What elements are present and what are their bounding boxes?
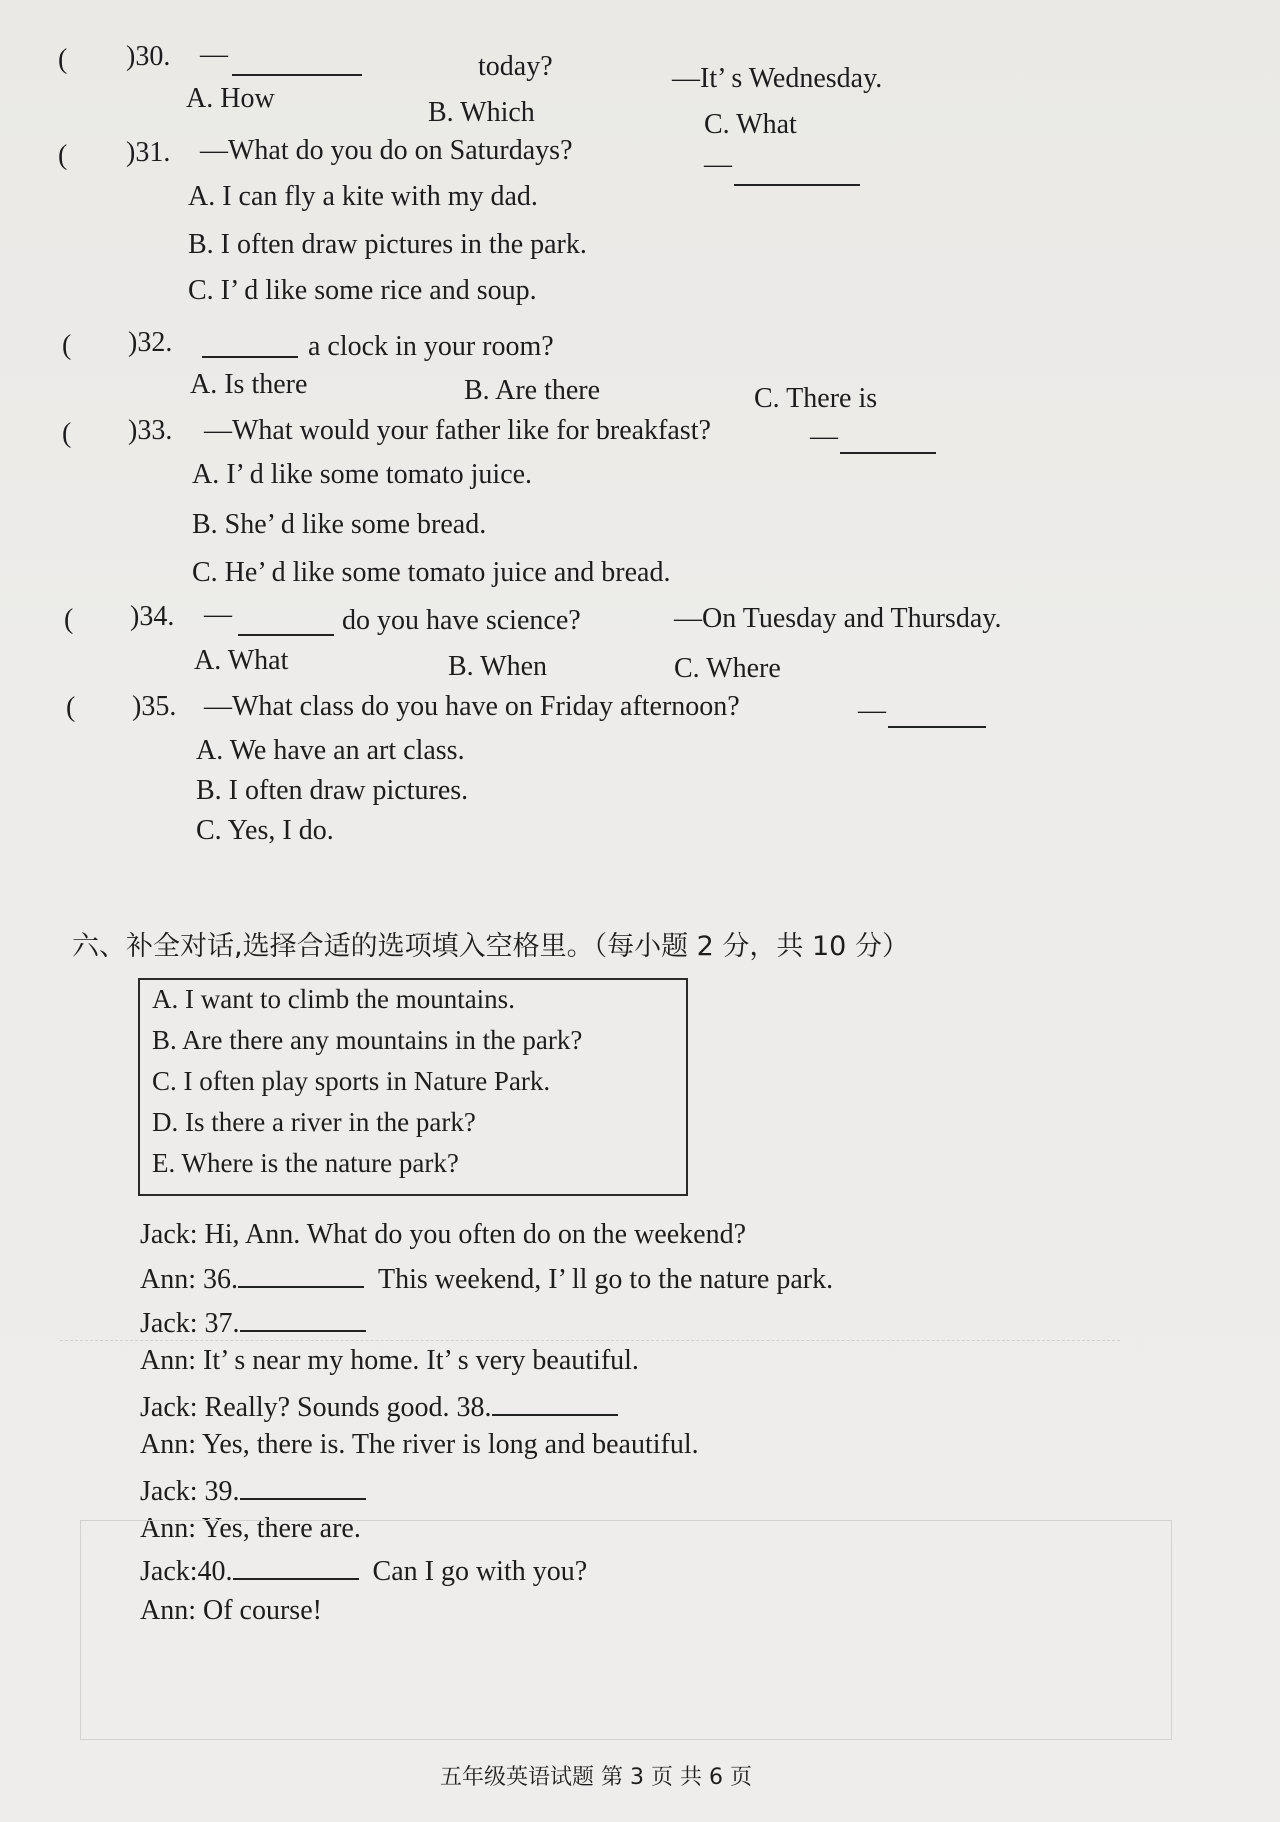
question-stem: —What would your father like for breakfast? xyxy=(204,415,711,446)
dialogue-line: Jack: 39. xyxy=(140,1472,366,1509)
bleed-through-frame xyxy=(80,1520,1172,1740)
option-a: A. Is there xyxy=(190,369,308,400)
answer-blank xyxy=(240,1304,366,1332)
question-stem: do you have science? xyxy=(342,605,581,636)
answer-paren: ( xyxy=(58,140,68,171)
option-c: C. What xyxy=(704,109,797,140)
question-number: )31. xyxy=(126,137,171,168)
option-c: C. I’ d like some rice and soup. xyxy=(188,275,537,306)
question-dash: — xyxy=(810,421,838,452)
option-a: A. What xyxy=(194,645,289,676)
box-option: B. Are there any mountains in the park? xyxy=(152,1025,583,1055)
dialogue-line: Jack: Hi, Ann. What do you often do on the weekend? xyxy=(140,1219,747,1250)
option-a: A. I can fly a kite with my dad. xyxy=(188,181,538,212)
page-footer: 五年级英语试题 第 3 页 共 6 页 xyxy=(440,1765,752,1790)
answer-paren: ( xyxy=(58,44,68,75)
answer-blank xyxy=(238,1260,364,1288)
option-c: C. Yes, I do. xyxy=(196,815,334,846)
question-stem: a clock in your room? xyxy=(308,331,554,362)
dialogue-line: Jack: 37. xyxy=(140,1304,366,1341)
question-number: )34. xyxy=(130,601,175,632)
answer-blank xyxy=(238,608,334,636)
question-stem: —What do you do on Saturdays? xyxy=(200,135,573,166)
option-b: B. I often draw pictures in the park. xyxy=(188,229,587,260)
answer-paren: ( xyxy=(66,692,76,723)
question-answer: —On Tuesday and Thursday. xyxy=(674,603,1002,634)
answer-blank xyxy=(888,700,986,728)
option-b: B. When xyxy=(448,651,548,682)
option-c: C. Where xyxy=(674,653,781,684)
answer-paren: ( xyxy=(62,418,72,449)
box-option: E. Where is the nature park? xyxy=(152,1148,459,1178)
answer-blank xyxy=(240,1472,366,1500)
section-title: 六、补全对话,选择合适的选项填入空格里。（每小题 2 分，共 10 分） xyxy=(72,931,909,962)
question-dash: — xyxy=(200,39,228,70)
dialogue-line: Ann: Of course! xyxy=(140,1595,322,1626)
option-a: A. How xyxy=(186,83,275,114)
answer-blank xyxy=(202,330,298,358)
answer-paren: ( xyxy=(64,604,74,635)
box-option: D. Is there a river in the park? xyxy=(152,1107,476,1137)
dialogue-line: Jack: Really? Sounds good. 38. xyxy=(140,1388,618,1425)
question-dash: — xyxy=(704,149,732,180)
box-option: A. I want to climb the mountains. xyxy=(152,984,515,1014)
option-a: A. We have an art class. xyxy=(196,735,465,766)
answer-blank xyxy=(840,426,936,454)
dialogue-line: Ann: Yes, there are. xyxy=(140,1513,361,1544)
dialogue-line: Ann: 36. This weekend, I’ ll go to the nature park. xyxy=(140,1260,833,1297)
option-c: C. He’ d like some tomato juice and bread. xyxy=(192,557,671,588)
box-option: C. I often play sports in Nature Park. xyxy=(152,1066,551,1096)
question-dash: — xyxy=(204,599,232,630)
answer-blank xyxy=(232,48,362,76)
question-stem: —What class do you have on Friday afternoon? xyxy=(204,691,740,722)
answer-blank xyxy=(734,158,860,186)
option-b: B. She’ d like some bread. xyxy=(192,509,487,540)
option-a: A. I’ d like some tomato juice. xyxy=(192,459,533,490)
bleed-through-line xyxy=(60,1340,1120,1341)
question-number: )33. xyxy=(128,415,173,446)
answer-paren: ( xyxy=(62,330,72,361)
options-box xyxy=(138,978,688,1196)
dialogue-line: Jack:40. Can I go with you? xyxy=(140,1552,587,1589)
dialogue-line: Ann: Yes, there is. The river is long and beautiful. xyxy=(140,1429,699,1460)
question-number: )30. xyxy=(126,41,171,72)
question-number: )35. xyxy=(132,691,177,722)
question-stem: today? xyxy=(478,51,553,82)
option-b: B. Which xyxy=(428,97,535,128)
question-answer: —It’ s Wednesday. xyxy=(672,63,883,94)
dialogue-line: Ann: It’ s near my home. It’ s very beautiful. xyxy=(140,1345,639,1376)
question-dash: — xyxy=(858,695,886,726)
option-c: C. There is xyxy=(754,383,878,414)
option-b: B. I often draw pictures. xyxy=(196,775,469,806)
option-b: B. Are there xyxy=(464,375,601,406)
question-number: )32. xyxy=(128,327,173,358)
answer-blank xyxy=(492,1388,618,1416)
